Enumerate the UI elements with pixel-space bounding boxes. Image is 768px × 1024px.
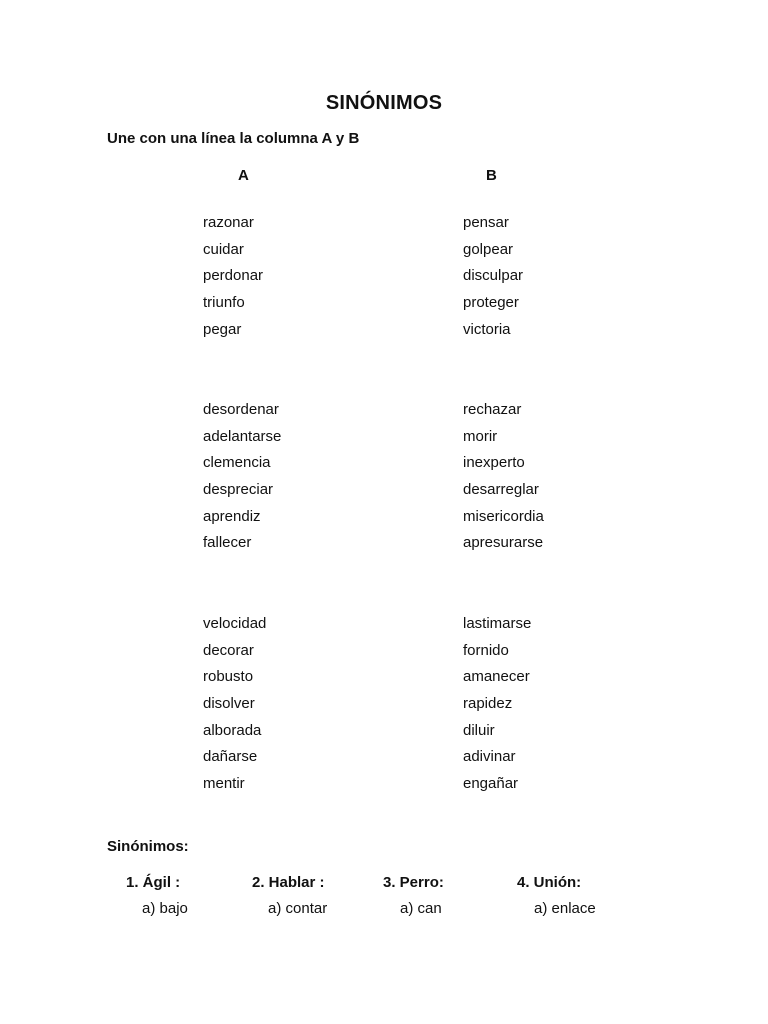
question-heading: 1. Ágil : [126,874,181,891]
column-b-header: B [486,167,497,184]
synonym-question-4 [517,874,596,917]
column-b-word: apresurarse [463,534,544,552]
column-b-word: diluir [463,721,495,739]
column-a-word: disolver [203,695,255,713]
column-a-word: decorar [203,641,254,659]
column-a-word: fallecer [203,534,252,552]
column-a-word: alborada [203,721,262,739]
column-b-word: inexperto [463,454,525,472]
question-heading: 3. Perro: [383,874,444,891]
column-a-word: robusto [203,668,254,686]
column-a-word: clemencia [203,454,271,472]
column-a-list [203,210,263,343]
column-a-list [203,611,266,798]
question-heading: 4. Unión: [517,874,582,891]
column-b-word: victoria [463,320,511,338]
column-a-list [203,397,281,557]
column-b-list [463,611,531,798]
column-b-word: proteger [463,294,519,312]
column-a-word: razonar [203,214,254,231]
synonyms-section-label: Sinónimos: [107,838,189,855]
column-b-word: morir [463,427,498,445]
question-option: a) bajo [142,900,188,917]
column-b-word: adivinar [463,748,516,766]
column-b-word: amanecer [463,668,530,686]
column-a-word: triunfo [203,294,245,312]
column-b-word: rechazar [463,401,522,418]
column-b-word: lastimarse [463,615,532,632]
column-b-word: engañar [463,775,519,793]
column-b-word: fornido [463,641,509,659]
synonym-question-3 [383,874,444,917]
question-option: a) can [400,900,442,917]
column-a-word: perdonar [203,267,264,285]
column-a-word: adelantarse [203,427,282,445]
column-a-word: cuidar [203,240,244,258]
question-option: a) enlace [534,900,596,917]
column-b-word: misericordia [463,507,544,525]
column-a-word: pegar [203,320,242,338]
page-title: SINÓNIMOS [325,92,443,114]
question-option: a) contar [268,900,328,917]
column-b-word: golpear [463,240,514,258]
question-heading: 2. Hablar : [252,874,325,891]
column-b-word: disculpar [463,267,524,285]
column-a-word: desordenar [203,401,279,418]
column-a-word: dañarse [203,748,258,766]
column-a-header: A [238,167,249,184]
column-b-word: desarreglar [463,481,539,499]
column-a-word: velocidad [203,615,267,632]
synonym-question-2 [252,874,327,917]
synonym-question-1 [126,874,188,917]
column-a-word: despreciar [203,481,274,499]
column-a-word: aprendiz [203,507,261,525]
column-b-list [463,210,523,343]
column-b-list [463,397,544,557]
column-b-word: rapidez [463,695,513,713]
column-b-word: pensar [463,214,509,231]
column-a-word: mentir [203,775,245,793]
instruction-text: Une con una línea la columna A y B [107,130,360,147]
